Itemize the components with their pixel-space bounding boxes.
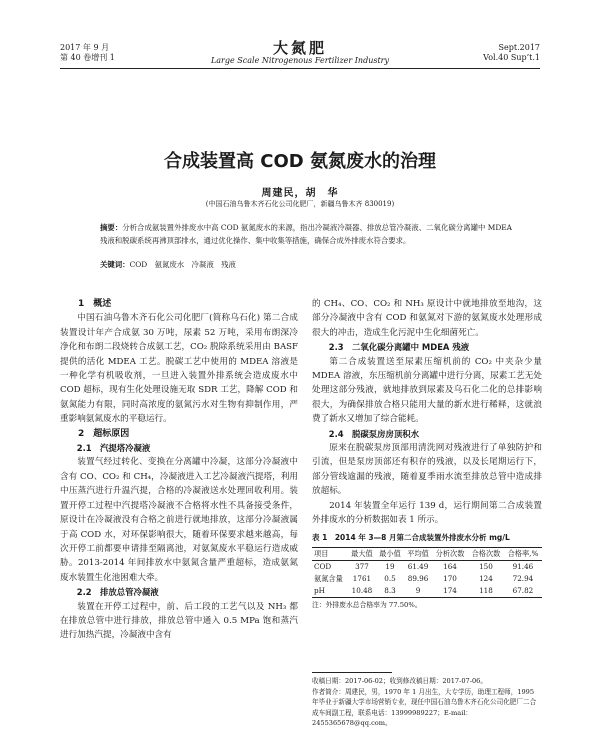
table-cell: 10.48 <box>348 585 376 598</box>
subsection-heading: 2.3 二氧化碳分离罐中 MDEA 残液 <box>328 342 470 353</box>
keywords-label: 关键词： <box>100 260 130 269</box>
table-cell: 164 <box>443 561 457 571</box>
footnote-rule <box>312 672 392 673</box>
right-column <box>312 297 542 610</box>
article-title: 合成装置高 COD 氨氮废水的治理 <box>164 151 436 172</box>
paragraph: 第二合成装置送至尿素压缩机前的 CO₂ 中夹杂少量 MDEA 溶液，东压缩机前分离罐中进行分离，尿素工艺无处处理这部分残液，就地排放到尿素及乌石化二化的总排影响很大，为确保排放合格只能用大量的新水进行稀释，这就浪费了新水又增加了综合能耗。 <box>312 356 542 425</box>
section-heading: 2 超标原因 <box>78 428 130 439</box>
paragraph: 装置气经过转化、变换在分离罐中冷凝，这部分冷凝液中含有 CO、CO₂ 和 CH₄，冷凝液进入工艺冷凝液汽提塔，利用中压蒸汽进行升温汽提，合格的冷凝液送水处理回收利用。装置开停工过程中汽提塔冷凝液不合格将水性不具备接受条件，原设计在冷凝液没有合格之前进行就地排放，这部分冷凝液属于高 COD 水，对环保影响很大，随着环保要求越来越高，每次开停工前都要申请排至隔离池，对氨氮废水平稳运行造成威胁。2013-2014 年间排放水中氨氮含量严重超标，造成氨氮废水装置生化池困难大牵。 <box>60 457 298 583</box>
received-date: 收稿日期：2017-06-02；收到修改稿日期：2017-07-06。 <box>312 677 487 685</box>
table-header-cell: 最大值 <box>348 547 376 560</box>
keywords-text: COD 氨氮废水 冷凝液 残液 <box>129 260 236 269</box>
table-cell: 170 <box>443 573 457 583</box>
table-cell: 150 <box>479 561 493 571</box>
table-caption: 表 1 2014 年 3—8 月第二合成装置外排废水分析 mg/L <box>312 532 510 542</box>
table-cell: 1761 <box>352 573 372 583</box>
subsection-heading: 2.1 汽提塔冷凝液 <box>76 443 151 454</box>
author-bio: 作者简介：周建民，男，1970 年 1 月出生，大专学历，助理工程师，1995 年毕业于新疆大学市场营销专业，现任中国石油乌鲁木齐石化公司化肥厂二合成车间副工程，联系电话：13999989227；E-mail：2455365678@qq.com。 <box>312 687 537 727</box>
table-cell: pH <box>312 585 348 598</box>
paragraph: 原来在脱碳泵房顶部用清洗网对残液进行了单独防护和引流，但是泵房顶部还有积存的残液，以及长尾期运行下，部分管线逾漏的残液，随着夏季雨水流至排放总管中造成排放超标。 <box>312 443 542 497</box>
table-cell: 174 <box>432 585 468 598</box>
article-authors: 周建民，胡 华 <box>261 188 339 199</box>
table-cell: 91.46 <box>512 561 534 571</box>
journal-name-cn: 大氮肥 <box>272 39 327 57</box>
table-cell: 118 <box>468 585 504 598</box>
table-header-row <box>312 547 542 560</box>
paragraph: 2014 年装置全年运行 139 d，运行期间第二合成装置外排废水的分析数据如表 1 所示。 <box>312 500 542 526</box>
issue-volume-en: Vol.40 Sup’t.1 <box>483 53 540 62</box>
subsection-heading: 2.2 排放总管冷凝液 <box>76 587 159 598</box>
paragraph: 中国石油乌鲁木齐石化公司化肥厂(简称乌石化) 第二合成装置设计年产合成氨 30 万吨，尿素 52 万吨，采用布朗深冷净化和布朗二段烧转合成氨工艺，CO₂ 脱除系统采用由 BASF 提供的活化 MDEA 工艺。脱碳工艺中使用的 MDEA 溶液是一种化学有机吸收剂，一旦进入装置外排系统会造成废水中 COD 超标，现有生化处理设施无取 SDR 工艺，降解 COD 和氨氮能力有限，同时高浓度的氨氮污水对生物有抑制作用，严重影响氨氮废水的平稳运行。 <box>60 313 298 425</box>
data-table <box>312 547 542 598</box>
issue-volume: 第 40 卷增刊 1 <box>60 53 115 62</box>
issue-date-en: Sept.2017 <box>498 43 540 52</box>
paragraph: 装置在开停工过程中，前、后工段的工艺气以及 NH₃ 都在排放总管中进行排放，排放总管中通入 0.5 MPa 饱和蒸汽进行加热汽提，冷凝液中含有 <box>60 601 298 641</box>
table-header-cell: 合格率,% <box>504 547 542 560</box>
table-cell: 19 <box>385 561 395 571</box>
keywords <box>100 259 512 271</box>
subsection-heading: 2.4 脱碳泵房房顶积水 <box>328 428 420 439</box>
left-column <box>60 297 298 643</box>
issue-date: 2017 年 9 月 <box>60 43 110 52</box>
table-cell: 377 <box>355 561 369 571</box>
table-cell: 72.94 <box>512 573 534 583</box>
table-cell: 89.96 <box>407 573 429 583</box>
table-row <box>312 560 542 573</box>
header-right <box>483 43 540 63</box>
header-rule <box>60 68 540 69</box>
footnote <box>312 676 542 729</box>
table-header-cell: 合格次数 <box>468 547 504 560</box>
table-cell: 9 <box>404 585 432 598</box>
table-row <box>312 573 542 585</box>
abstract-text: 分析合成氨装置外排废水中高 COD 氨氮废水的来源，指出冷凝液冷凝器、排放总管冷凝液、二氧化碳分离罐中 MDEA 残液和脱碳系统再沸顶部排水，通过优化操作、集中收集等措施，确保合成外排废水符合要求。 <box>100 223 512 245</box>
table-cell: 67.82 <box>504 585 542 598</box>
abstract-label: 摘要： <box>100 223 123 232</box>
table-cell: 0.5 <box>384 573 396 583</box>
table-cell: COD <box>314 561 332 571</box>
table-cell: 124 <box>479 573 493 583</box>
table-note: 注：外排废水总合格率为 77.50%。 <box>312 600 422 609</box>
paragraph: 的 CH₄、CO、CO₂ 和 NH₃ 原设计中就地排放至地沟，这部分冷凝液中含有 COD 和氨氮对下游的氨氮废水处理形成很大的冲击，造成生化污泥中生化细菌死亡。 <box>312 299 542 338</box>
table-row <box>312 585 542 598</box>
author-affiliation: (中国石油乌鲁木齐石化公司化肥厂，新疆乌鲁木齐 830019) <box>205 200 395 208</box>
table-cell: 氨氮含量 <box>314 573 343 583</box>
table-cell: 8.3 <box>376 585 404 598</box>
table-cell: 61.49 <box>407 561 429 571</box>
table-header-cell: 最小值 <box>376 547 404 560</box>
table-header-cell: 项目 <box>312 547 348 560</box>
section-heading: 1 概述 <box>78 299 112 309</box>
table-header-cell: 分析次数 <box>432 547 468 560</box>
journal-name-en: Large Scale Nitrogenous Fertilizer Industry <box>210 56 390 65</box>
table-header-cell: 平均值 <box>404 547 432 560</box>
abstract <box>100 222 512 247</box>
